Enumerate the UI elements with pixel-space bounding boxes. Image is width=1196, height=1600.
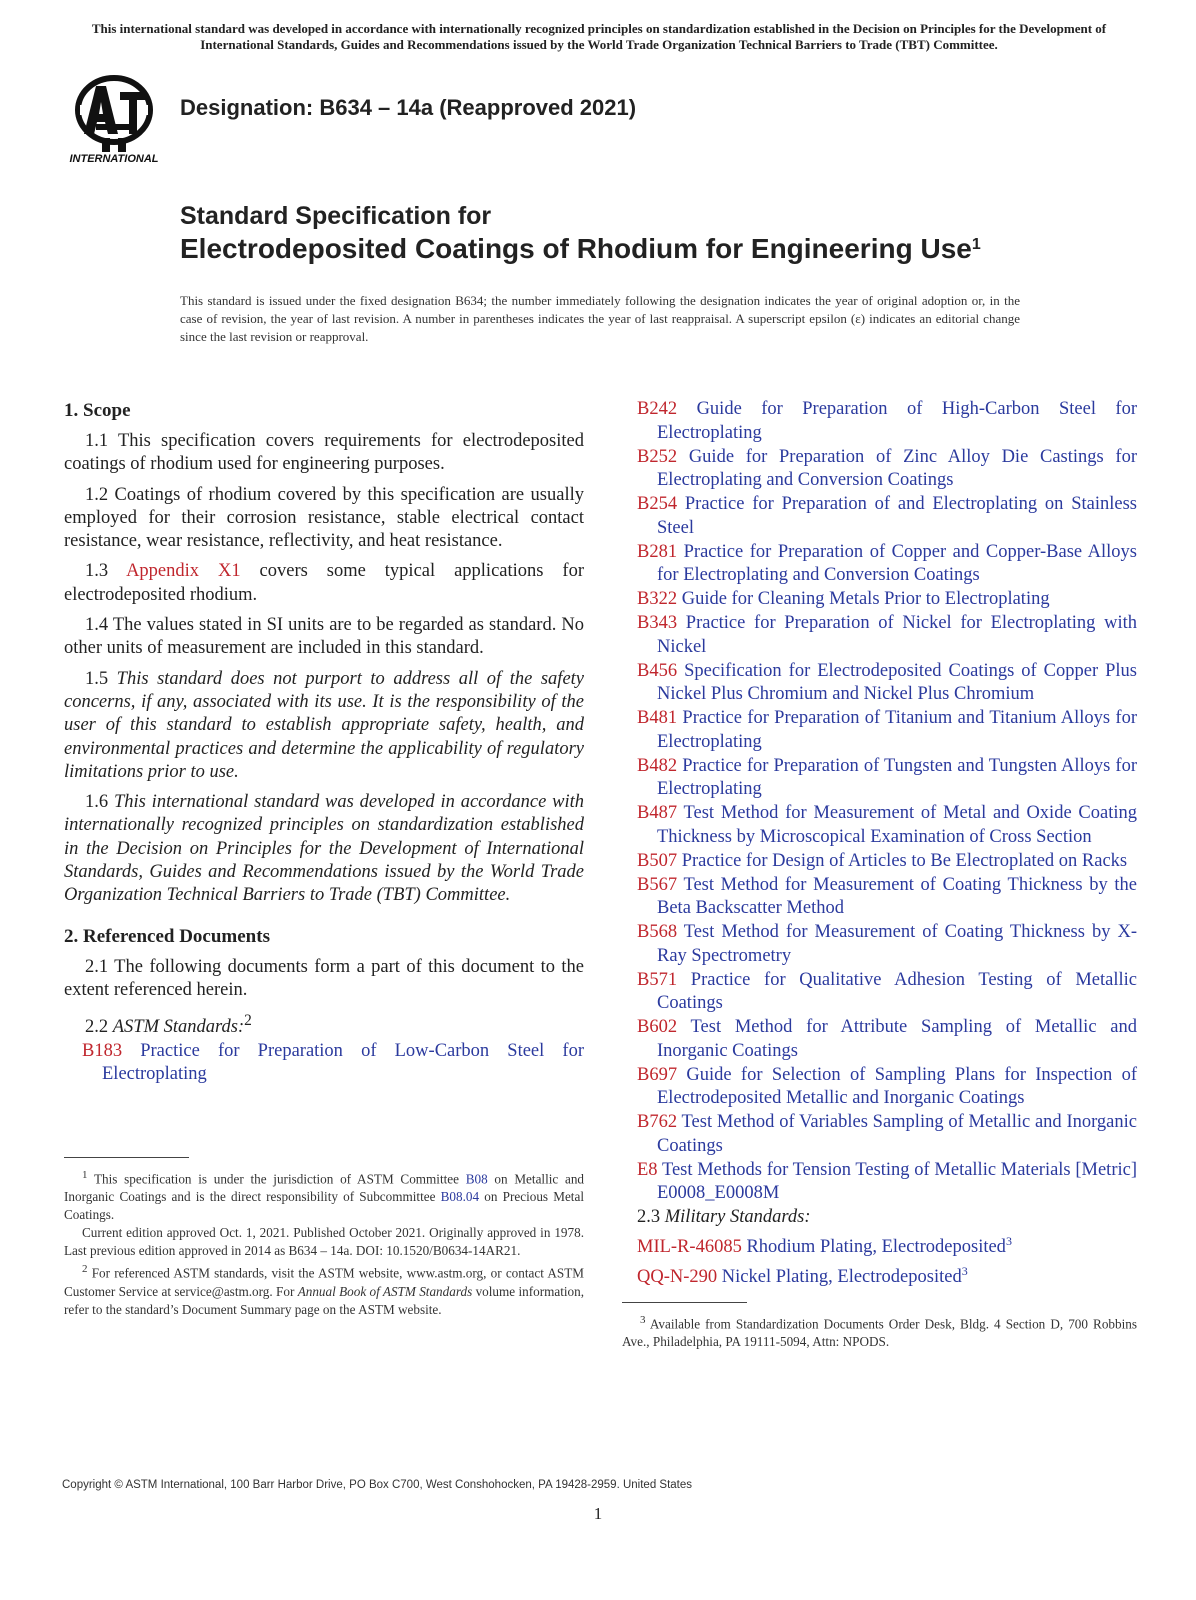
para-2-1: 2.1 The following documents form a part of this document to the extent referenced herein. (64, 956, 584, 1000)
ref-title[interactable]: Practice for Preparation of Nickel for Electroplating with Nickel (657, 613, 1137, 657)
para-1-5 (64, 668, 584, 784)
ref-title[interactable]: Guide for Preparation of Zinc Alloy Die Castings for Electroplating and Conversion Coatings (657, 446, 1138, 490)
ref-code[interactable]: B183 (82, 1040, 123, 1061)
ref-title[interactable]: Practice for Design of Articles to Be Electroplated on Racks (681, 850, 1128, 871)
page-number: 1 (593, 1504, 603, 1523)
para-2-2-label: ASTM Standards: (112, 1017, 245, 1038)
ref-code[interactable]: B602 (637, 1017, 678, 1037)
right-column (637, 398, 1137, 1290)
section-2-heading: 2. Referenced Documents (64, 925, 270, 947)
ref-b183[interactable] (82, 1040, 584, 1087)
footnote-1: $^1$ This specification is under the jurisdiction of ASTM Committee B08 on Metallic and Inorganic Coatings and is the direct responsibility of Subcommittee B08.04 on Precious Metal Coatings. (64, 1169, 585, 1223)
ref-title[interactable]: Guide for Cleaning Metals Prior to Electroplating (681, 589, 1050, 609)
footnote-2: $^2$ For referenced ASTM standards, visit the ASTM website, www.astm.org, or contact ASTM Customer Service at service@astm.org. For Annual Book of ASTM Standards volume information, refer to the standard’s Document Summary page on the ASTM website. (64, 1263, 585, 1317)
fn2-italic: Annual Book of ASTM Standards (297, 1283, 473, 1299)
ref-code[interactable]: B568 (637, 922, 678, 942)
ref-code[interactable]: B697 (637, 1064, 678, 1085)
title-footnote-mark: 1 (971, 236, 981, 253)
ref-code[interactable]: B254 (637, 494, 678, 514)
ref-title[interactable]: Practice for Preparation of Tungsten and Tungsten Alloys for Electroplating (657, 755, 1138, 799)
ref-b252[interactable] (637, 446, 1137, 493)
ref-title[interactable]: Rhodium Plating, Electrodeposited (746, 1236, 1006, 1257)
fn1-b: on Metallic and Inorganic Coatings and is the direct responsibility of Subcommittee (64, 1171, 585, 1205)
para-1-5-text: This standard does not purport to address all of the safety concerns, if any, associated with its use. It is the responsibility of the user of this standard to establish appropriate safety, health, and environmental practices and determine the applicability of regulatory limitations prior to use. (64, 668, 585, 782)
ref-b242[interactable] (637, 398, 1137, 445)
ref-code[interactable]: B567 (637, 874, 678, 895)
footnote-3: $^3$ Available from Standardization Documents Order Desk, Bldg. 4 Section D, 700 Robbins Ave., Philadelphia, PA 19111-5094, Attn: NPODS. (622, 1314, 1137, 1350)
mil-label: Military Standards: (664, 1207, 811, 1227)
copyright: Copyright © ASTM International, 100 Barr Harbor Drive, PO Box C700, West Conshohocken, PA 19428-2959. United States (62, 1479, 693, 1491)
ref-e8[interactable] (637, 1159, 1137, 1206)
para-1-1: 1.1 This specification covers requirements for electrodeposited coatings of rhodium used for engineering purposes. (64, 431, 584, 475)
ref-code[interactable]: B242 (637, 399, 678, 419)
para-1-3-text: covers some typical applications for electrodeposited rhodium. (64, 561, 584, 605)
ref-title[interactable]: Practice for Preparation of Low-Carbon Steel for Electroplating (102, 1040, 584, 1085)
footnote-rule (622, 1302, 747, 1303)
section-1-heading: 1. Scope (64, 400, 131, 421)
logo-text: INTERNATIONAL (69, 153, 159, 165)
ref-b456[interactable] (637, 660, 1137, 707)
ref-code[interactable]: B481 (637, 708, 678, 728)
footnotes-left (64, 1157, 584, 1319)
ref-code[interactable]: MIL-R-46085 (637, 1236, 742, 1257)
mil-num: 2.3 (637, 1207, 661, 1227)
designation: Designation: B634 – 14a (Reapproved 2021) (180, 95, 637, 120)
title-line-2 (180, 232, 1080, 266)
ref-b568[interactable] (637, 921, 1137, 968)
subcommittee-b08-04-link[interactable]: B08.04 (440, 1189, 480, 1205)
mil-ref-mil-r-46085[interactable] (637, 1230, 1137, 1260)
ref-title[interactable]: Specification for Electrodeposited Coatings of Copper Plus Nickel Plus Chromium and Nickel Plus Chromium (657, 660, 1137, 704)
para-1-2: 1.2 Coatings of rhodium covered by this specification are usually employed for their corrosion resistance, stable electrical contact resistance, wear resistance, reflectivity, and heat resistance. (64, 484, 584, 552)
para-1-5-num: 1.5 (85, 668, 109, 689)
para-1-4: 1.4 The values stated in SI units are to be regarded as standard. No other units of measurement are included in this standard. (64, 615, 584, 659)
ref-sup: 3 (1005, 1233, 1012, 1248)
ref-code[interactable]: E8 (637, 1159, 658, 1180)
left-column (64, 398, 584, 1087)
para-2-2-sup: 2 (244, 1012, 252, 1030)
astm-reference-list (637, 398, 1137, 1206)
issue-note: This standard is issued under the fixed designation B634; the number immediately following the designation indicates the year of original adoption or, in the case of revision, the year of last revision. A number in parentheses indicates the year of last reappraisal. A superscript epsilon (ε) indicates an editorial change since the last revision or reapproval. (180, 293, 1020, 344)
fn1-c: on Precious Metal Coatings. (64, 1189, 584, 1223)
footnotes-right (622, 1302, 1137, 1351)
ref-title[interactable]: Test Method for Measurement of Coating Thickness by X-Ray Spectrometry (657, 922, 1137, 966)
ref-code[interactable]: B456 (637, 660, 678, 681)
ref-b343[interactable] (637, 612, 1137, 659)
ref-title[interactable]: Practice for Preparation of and Electroplating on Stainless Steel (657, 494, 1138, 538)
para-2-2 (64, 1009, 584, 1039)
ref-code[interactable]: B252 (637, 446, 678, 467)
ref-code[interactable]: B322 (637, 589, 678, 609)
ref-code[interactable]: B571 (637, 969, 678, 990)
footnote-rule (64, 1157, 189, 1158)
title-line-1: Standard Specification for (180, 202, 492, 230)
para-1-3-num: 1.3 (85, 561, 109, 582)
astm-logo-icon (62, 72, 167, 167)
ref-code[interactable]: B482 (637, 755, 678, 776)
para-1-3 (64, 560, 584, 607)
ref-code[interactable]: B281 (637, 541, 678, 562)
ref-b254[interactable] (637, 493, 1137, 540)
title-main: Electrodeposited Coatings of Rhodium for Engineering Use (180, 233, 972, 264)
fn1-a: This specification is under the jurisdiction of ASTM Committee (93, 1171, 459, 1187)
para-1-6 (64, 791, 584, 907)
ref-b697[interactable] (637, 1064, 1137, 1111)
ref-sup: 3 (961, 1263, 968, 1278)
ref-title[interactable]: Test Method for Measurement of Coating Thickness by the Beta Backscatter Method (657, 874, 1137, 918)
ref-code[interactable]: B343 (637, 613, 678, 633)
top-notice: This international standard was developed in accordance with internationally recognized principles on standardization established in the Decision on Principles for the Development of International Standards, Guides and Recommendations issued by the World Trade Organization Technical Barriers to Trade (TBT) Committee. (91, 21, 1107, 52)
ref-code[interactable]: QQ-N-290 (637, 1266, 718, 1287)
fn2-a: For referenced ASTM standards, visit the ASTM website, www.astm.org, or contact ASTM Customer Service at service@astm.org. For (64, 1265, 584, 1299)
ref-title[interactable]: Test Method for Measurement of Metal and Oxide Coating Thickness by Microscopical Examination of Cross Section (657, 803, 1137, 847)
para-2-2-num: 2.2 (85, 1017, 109, 1038)
ref-code[interactable]: B487 (637, 803, 678, 823)
appendix-x1-link[interactable]: Appendix X1 (126, 561, 241, 582)
ref-title[interactable]: Nickel Plating, Electrodeposited (721, 1266, 962, 1287)
title-block (180, 200, 1080, 266)
ref-code[interactable]: B507 (637, 850, 678, 871)
ref-code[interactable]: B762 (637, 1112, 678, 1132)
ref-b567[interactable] (637, 874, 1137, 921)
ref-b487[interactable] (637, 802, 1137, 849)
ref-title[interactable]: Test Method for Attribute Sampling of Metallic and Inorganic Coatings (657, 1017, 1137, 1061)
para-1-6-num: 1.6 (85, 792, 109, 813)
military-standards-heading (637, 1206, 1137, 1230)
ref-title[interactable]: Practice for Qualitative Adhesion Testing of Metallic Coatings (657, 969, 1137, 1013)
committee-b08-link[interactable]: B08 (465, 1171, 488, 1187)
ref-b507[interactable] (637, 850, 1137, 874)
astm-logo (62, 72, 167, 167)
footnote-1-edition: Current edition approved Oct. 1, 2021. Published October 2021. Originally approved in 1978. Last previous edition approved in 2014 as B634 – 14a. DOI: 10.1520/B0634-14AR21. (64, 1225, 584, 1259)
fn2-b: volume information, refer to the standard’s Document Summary page on the ASTM website. (64, 1283, 585, 1317)
ref-title[interactable]: Guide for Preparation of High-Carbon Steel for Electroplating (657, 399, 1137, 443)
ref-title[interactable]: Practice for Preparation of Titanium and Titanium Alloys for Electroplating (657, 708, 1137, 752)
fn3-text: Available from Standardization Documents Order Desk, Bldg. 4 Section D, 700 Robbins Ave., Philadelphia, PA 19111-5094, Attn: NPODS. (622, 1316, 1137, 1350)
para-1-6-text: This international standard was developed in accordance with internationally recognized principles on standardization established in the Decision on Principles for the Development of International Standards, Guides and Recommendations issued by the World Trade Organization Technical Barriers to Trade (TBT) Committee. (64, 792, 585, 906)
ref-title[interactable]: Guide for Selection of Sampling Plans for Inspection of Electrodeposited Metallic and Inorganic Coatings (657, 1064, 1137, 1108)
ref-title[interactable]: Practice for Preparation of Copper and Copper-Base Alloys for Electroplating and Conversion Coatings (657, 541, 1137, 585)
mil-ref-qq-n-290[interactable] (637, 1260, 1137, 1290)
ref-b481[interactable] (637, 707, 1137, 754)
ref-b281[interactable] (637, 541, 1137, 588)
ref-b762[interactable] (637, 1111, 1137, 1158)
ref-b571[interactable] (637, 969, 1137, 1016)
ref-title[interactable]: Test Method of Variables Sampling of Metallic and Inorganic Coatings (657, 1112, 1137, 1156)
ref-b602[interactable] (637, 1016, 1137, 1063)
ref-b482[interactable] (637, 755, 1137, 802)
ref-title[interactable]: Test Methods for Tension Testing of Metallic Materials [Metric] E0008_E0008M (657, 1159, 1137, 1203)
ref-b322[interactable] (637, 588, 1137, 612)
military-reference-list (637, 1230, 1137, 1290)
